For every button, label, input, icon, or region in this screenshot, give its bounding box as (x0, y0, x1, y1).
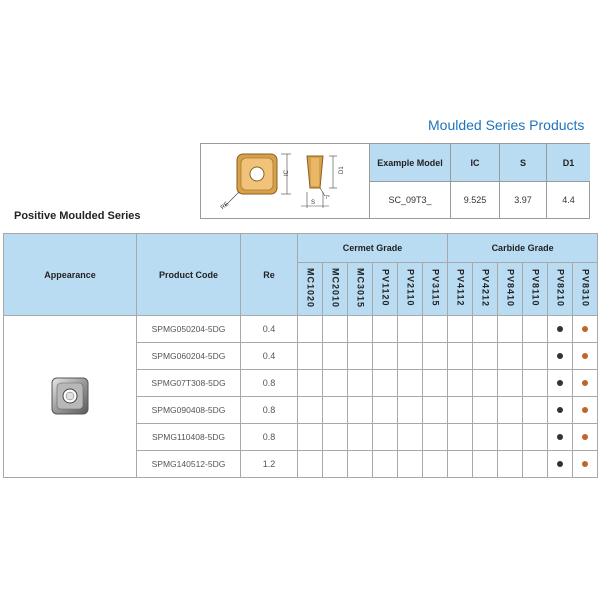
grade-cell (448, 451, 473, 478)
grade-cell (448, 397, 473, 424)
grade-cell (398, 397, 423, 424)
series-title: Positive Moulded Series (14, 210, 141, 222)
grade-cell (398, 343, 423, 370)
example-table (369, 144, 590, 218)
availability-dot (557, 407, 563, 413)
grade-cell (348, 370, 373, 397)
grade-cell (548, 397, 573, 424)
product-code-cell: SPMG050204-5DG (137, 316, 241, 343)
re-cell: 0.8 (241, 370, 298, 397)
grade-cell (398, 316, 423, 343)
grade-cell (323, 316, 348, 343)
grade-cell (298, 451, 323, 478)
grade-cell (498, 343, 523, 370)
grade-cell (323, 424, 348, 451)
product-code-cell: SPMG07T308-5DG (137, 370, 241, 397)
grade-cell (348, 316, 373, 343)
grade-cell (348, 397, 373, 424)
grade-header: PV3115 (423, 263, 448, 316)
availability-dot (582, 326, 588, 332)
grade-cell (498, 424, 523, 451)
grade-cell (448, 343, 473, 370)
example-ic-value: 9.525 (451, 182, 500, 219)
grade-header: PV1120 (373, 263, 398, 316)
grade-cell (423, 343, 448, 370)
grade-cell (323, 370, 348, 397)
grade-cell (498, 316, 523, 343)
grade-cell (423, 397, 448, 424)
grade-cell (573, 424, 598, 451)
example-model-value: SC_09T3_ (370, 182, 451, 219)
grade-cell (523, 316, 548, 343)
grade-cell (423, 370, 448, 397)
section-title: Moulded Series Products (428, 117, 585, 133)
d1-label: D1 (339, 166, 345, 174)
example-header-s: S (500, 144, 547, 182)
grade-header: PV2110 (398, 263, 423, 316)
grade-cell (573, 316, 598, 343)
example-d1-value: 4.4 (547, 182, 591, 219)
grade-cell (473, 397, 498, 424)
availability-dot (582, 380, 588, 386)
example-panel (200, 143, 590, 219)
grade-cell (348, 343, 373, 370)
grade-cell (523, 370, 548, 397)
example-header-ic: IC (451, 144, 500, 182)
grade-cell (298, 316, 323, 343)
grade-cell (373, 451, 398, 478)
grade-header: PV8410 (498, 263, 523, 316)
insert-image-icon (49, 375, 91, 417)
s-label: S (311, 200, 316, 206)
example-header-d1: D1 (547, 144, 591, 182)
grade-cell (473, 316, 498, 343)
header-product-code: Product Code (137, 234, 241, 316)
grade-cell (498, 370, 523, 397)
grade-header: MC2010 (323, 263, 348, 316)
availability-dot (582, 353, 588, 359)
product-code-cell: SPMG090408-5DG (137, 397, 241, 424)
re-label: RE (219, 201, 231, 212)
angle-label: 7° (325, 195, 330, 201)
grade-cell (548, 451, 573, 478)
grade-header: PV8110 (523, 263, 548, 316)
grade-cell (448, 424, 473, 451)
grade-cell (298, 343, 323, 370)
example-s-value: 3.97 (500, 182, 547, 219)
grade-cell (523, 451, 548, 478)
grade-cell (548, 316, 573, 343)
grade-header: PV8210 (548, 263, 573, 316)
grade-cell (373, 343, 398, 370)
grade-cell (523, 397, 548, 424)
grade-cell (298, 424, 323, 451)
re-cell: 0.8 (241, 397, 298, 424)
availability-dot (557, 353, 563, 359)
grade-cell (323, 397, 348, 424)
grade-cell (448, 370, 473, 397)
availability-dot (557, 461, 563, 467)
availability-dot (582, 407, 588, 413)
header-cermet-grade: Cermet Grade (298, 234, 448, 263)
grade-cell (448, 316, 473, 343)
grade-cell (323, 451, 348, 478)
grade-header: PV8310 (573, 263, 598, 316)
grade-cell (473, 451, 498, 478)
table-row (4, 316, 598, 343)
grade-cell (348, 424, 373, 451)
grade-header: PV4112 (448, 263, 473, 316)
grade-cell (573, 370, 598, 397)
grade-cell (373, 424, 398, 451)
availability-dot (557, 380, 563, 386)
grade-cell (473, 370, 498, 397)
grade-cell (548, 424, 573, 451)
grade-cell (523, 343, 548, 370)
example-header-model: Example Model (370, 144, 451, 182)
insert-diagram (201, 144, 369, 218)
header-appearance: Appearance (4, 234, 137, 316)
grade-cell (573, 343, 598, 370)
grade-cell (298, 370, 323, 397)
availability-dot (557, 434, 563, 440)
grade-cell (373, 316, 398, 343)
ic-label: IC (284, 170, 290, 176)
product-code-cell: SPMG140512-5DG (137, 451, 241, 478)
grade-cell (323, 343, 348, 370)
grade-cell (498, 451, 523, 478)
grade-cell (423, 316, 448, 343)
insert-image (4, 316, 137, 478)
grade-cell (398, 451, 423, 478)
grade-cell (373, 370, 398, 397)
product-code-cell: SPMG060204-5DG (137, 343, 241, 370)
availability-dot (582, 461, 588, 467)
grade-header: MC1020 (298, 263, 323, 316)
re-cell: 0.8 (241, 424, 298, 451)
grade-header: PV4212 (473, 263, 498, 316)
grade-header: MC3015 (348, 263, 373, 316)
re-cell: 1.2 (241, 451, 298, 478)
grade-cell (573, 451, 598, 478)
grade-cell (348, 451, 373, 478)
grade-cell (548, 343, 573, 370)
grade-cell (423, 451, 448, 478)
availability-dot (582, 434, 588, 440)
grade-cell (548, 370, 573, 397)
grade-cell (573, 397, 598, 424)
grade-cell (473, 424, 498, 451)
header-carbide-grade: Carbide Grade (448, 234, 598, 263)
header-re: Re (241, 234, 298, 316)
re-cell: 0.4 (241, 316, 298, 343)
grade-cell (423, 424, 448, 451)
grade-cell (473, 343, 498, 370)
grade-cell (398, 370, 423, 397)
grade-cell (373, 397, 398, 424)
grade-cell (398, 424, 423, 451)
availability-dot (557, 326, 563, 332)
product-code-cell: SPMG110408-5DG (137, 424, 241, 451)
product-table (3, 233, 598, 478)
re-cell: 0.4 (241, 343, 298, 370)
grade-cell (498, 397, 523, 424)
grade-cell (298, 397, 323, 424)
grade-cell (523, 424, 548, 451)
